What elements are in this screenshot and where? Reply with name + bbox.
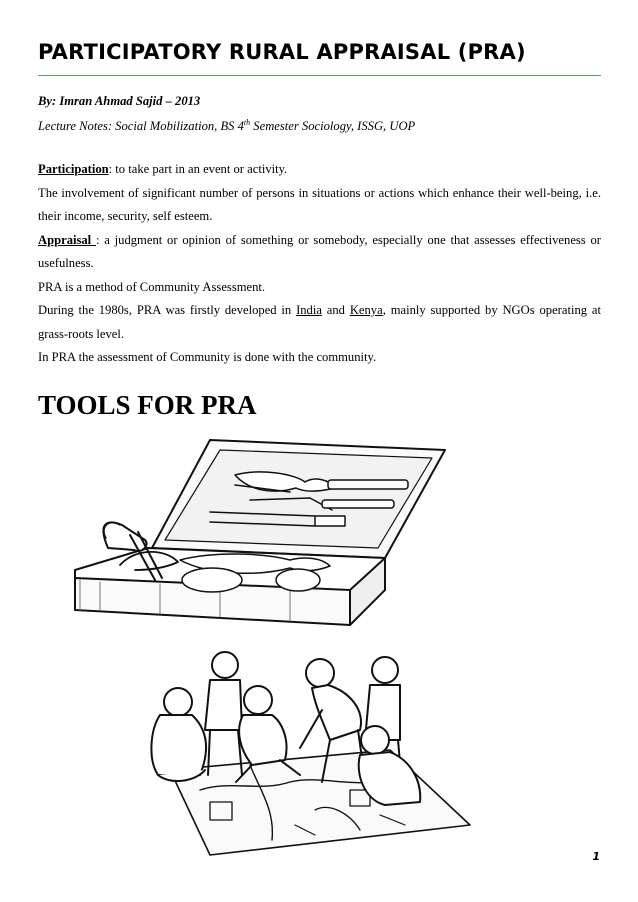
page-number: 1 [592, 850, 600, 863]
ground-map-drawing [170, 750, 470, 855]
lecture-notes-line [38, 118, 415, 134]
place-india: India [296, 303, 322, 317]
author-byline: By: Imran Ahmad Sajid – 2013 [38, 94, 201, 108]
participation-term: Participation [38, 162, 109, 176]
assessment-paragraph: In PRA the assessment of Community is done with the community. [38, 350, 377, 364]
history-text-and: and [321, 303, 350, 317]
lecture-notes-superscript: th [243, 118, 251, 127]
history-text-before: During the 1980s, PRA was firstly developed in [38, 303, 297, 317]
history-paragraph [38, 299, 601, 346]
toolbox-and-villagers-illustration [60, 430, 540, 860]
pra-method-paragraph: PRA is a method of Community Assessment. [38, 279, 266, 294]
toolbox-lid [152, 440, 445, 558]
page-title: PARTICIPATORY RURAL APPRAISAL (PRA) [38, 40, 526, 64]
participation-definition [38, 158, 601, 182]
title-underline-divider [38, 75, 601, 76]
lecture-notes-prefix: Lecture Notes: Social Mobilization, BS 4 [38, 119, 244, 134]
toolbox-body [75, 548, 385, 625]
history-text-after: , mainly supported by NGOs operating at grass-roots level. [38, 303, 601, 341]
appraisal-term: Appraisal [38, 232, 96, 247]
place-kenya: Kenya [349, 303, 383, 317]
appraisal-def-text: : a judgment or opinion of something or somebody, especially one that assesses effectiveness or usefulness. [38, 232, 601, 270]
lecture-notes-suffix: Semester Sociology, ISSG, UOP [250, 119, 416, 134]
participation-def-text: : to take part in an event or activity. [108, 162, 288, 176]
involvement-paragraph: The involvement of significant number of persons in situations or actions which enhance their well-being, i.e. their income, security, self esteem. [38, 185, 601, 223]
section-title: TOOLS FOR PRA [38, 390, 257, 420]
body-text [38, 158, 601, 370]
appraisal-definition [38, 229, 601, 276]
